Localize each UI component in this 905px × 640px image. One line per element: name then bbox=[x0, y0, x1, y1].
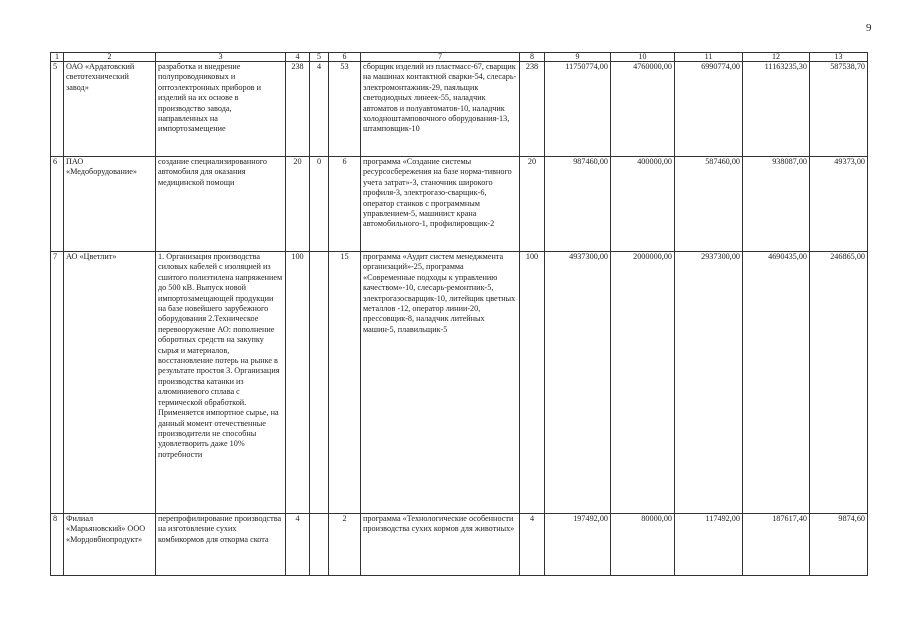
col5-cell: 4 bbox=[310, 62, 329, 157]
header-cell: 1 bbox=[51, 53, 64, 62]
col13-cell: 9874,60 bbox=[810, 514, 868, 576]
table-row bbox=[51, 157, 868, 252]
col8-cell: 20 bbox=[520, 157, 545, 252]
header-cell: 2 bbox=[64, 53, 156, 62]
header-cell: 3 bbox=[156, 53, 286, 62]
header-cell: 6 bbox=[329, 53, 361, 62]
col10-cell: 80000,00 bbox=[611, 514, 675, 576]
row-number: 6 bbox=[51, 157, 64, 252]
row-number: 7 bbox=[51, 252, 64, 514]
col12-cell: 4690435,00 bbox=[743, 252, 810, 514]
organization-cell: Филиал «Марьяновский» ООО «Мордовбиопродукт» bbox=[64, 514, 156, 576]
col6-cell: 2 bbox=[329, 514, 361, 576]
col6-cell: 15 bbox=[329, 252, 361, 514]
col6-cell: 53 bbox=[329, 62, 361, 157]
col4-cell: 238 bbox=[286, 62, 310, 157]
col12-cell: 187617,40 bbox=[743, 514, 810, 576]
projects-table bbox=[50, 52, 868, 576]
col9-cell: 987460,00 bbox=[545, 157, 611, 252]
row-number: 5 bbox=[51, 62, 64, 157]
program-cell: программа «Создание системы ресурсосбережения на базе норма-тивного учета затрат»-3, станочник широкого профиля-3, электрогазо-сварщик-6, оператор станков с программным управлением-5, машинист крана автомобильного-1, профилировщик-2 bbox=[361, 157, 520, 252]
organization-cell: ОАО «Ардатовский светотехнический завод» bbox=[64, 62, 156, 157]
header-cell: 13 bbox=[810, 53, 868, 62]
col4-cell: 4 bbox=[286, 514, 310, 576]
col9-cell: 197492,00 bbox=[545, 514, 611, 576]
col4-cell: 100 bbox=[286, 252, 310, 514]
header-cell: 12 bbox=[743, 53, 810, 62]
col6-cell: 6 bbox=[329, 157, 361, 252]
header-cell: 5 bbox=[310, 53, 329, 62]
col8-cell: 4 bbox=[520, 514, 545, 576]
col11-cell: 6990774,00 bbox=[675, 62, 743, 157]
col10-cell: 4760000,00 bbox=[611, 62, 675, 157]
col11-cell: 587460,00 bbox=[675, 157, 743, 252]
col13-cell: 587538,70 bbox=[810, 62, 868, 157]
header-cell: 10 bbox=[611, 53, 675, 62]
header-cell: 7 bbox=[361, 53, 520, 62]
col12-cell: 11163235,30 bbox=[743, 62, 810, 157]
col10-cell: 400000,00 bbox=[611, 157, 675, 252]
col5-cell: 0 bbox=[310, 157, 329, 252]
table-row bbox=[51, 514, 868, 576]
header-row bbox=[51, 53, 868, 62]
row-number: 8 bbox=[51, 514, 64, 576]
organization-cell: ПАО «Медоборудование» bbox=[64, 157, 156, 252]
header-cell: 9 bbox=[545, 53, 611, 62]
program-cell: программа «Технологические особенности производства сухих кормов для животных» bbox=[361, 514, 520, 576]
organization-cell: АО «Цветлит» bbox=[64, 252, 156, 514]
col9-cell: 11750774,00 bbox=[545, 62, 611, 157]
col13-cell: 246865,00 bbox=[810, 252, 868, 514]
page-number: 9 bbox=[866, 22, 872, 34]
header-cell: 8 bbox=[520, 53, 545, 62]
table-row bbox=[51, 62, 868, 157]
program-cell: сборщик изделий из пластмасс-67, сварщик на машинах контактной сварки-54, слесарь-электромонтажник-29, паяльщик светодиодных линеек-55, наладчик автоматов и полуавтоматов-10, наладчик холодноштамповочного оборудования-13, штамповщик-10 bbox=[361, 62, 520, 157]
col10-cell: 2000000,00 bbox=[611, 252, 675, 514]
project-cell: создание специализированного автомобиля для оказания медицинской помощи bbox=[156, 157, 286, 252]
col8-cell: 238 bbox=[520, 62, 545, 157]
header-cell: 11 bbox=[675, 53, 743, 62]
project-cell: разработка и внедрение полупроводниковых и оптоэлектронных приборов и изделий на их основе в производство завода, направленных на импортозамещение bbox=[156, 62, 286, 157]
project-cell: перепрофилирование производства на изготовление сухих комбикормов для откорма скота bbox=[156, 514, 286, 576]
table-row bbox=[51, 252, 868, 514]
col12-cell: 938087,00 bbox=[743, 157, 810, 252]
col9-cell: 4937300,00 bbox=[545, 252, 611, 514]
col8-cell: 100 bbox=[520, 252, 545, 514]
col5-cell bbox=[310, 514, 329, 576]
project-cell: 1. Организация производства силовых кабелей с изоляцией из сшитого полиэтилена напряжением до 500 кВ. Выпуск новой импортозамещающей продукции на базе новейшего зарубежного оборудования 2.Техническое перевооружение АО: пополнение оборотных средств на закупку сырья и материалов, восстановление потерь на рынке в результате простоя 3. Организация производства катанки из алюминиевого сплава с термической обработкой. Применяется импортное сырье, на данный момент отечественные производители не способны удовлетворить даже 10% потребности bbox=[156, 252, 286, 514]
col11-cell: 2937300,00 bbox=[675, 252, 743, 514]
col5-cell bbox=[310, 252, 329, 514]
col4-cell: 20 bbox=[286, 157, 310, 252]
header-cell: 4 bbox=[286, 53, 310, 62]
col11-cell: 117492,00 bbox=[675, 514, 743, 576]
program-cell: программа «Аудит систем менеджмента организаций»-25, программа «Современные подходы к управлению качеством»-10, слесарь-ремонтник-5, электрогазосварщик-10, литейщик цветных металлов -12, оператор линии-20, прессовщик-8, наладчик литейных машин-5, плавильщик-5 bbox=[361, 252, 520, 514]
col13-cell: 49373,00 bbox=[810, 157, 868, 252]
